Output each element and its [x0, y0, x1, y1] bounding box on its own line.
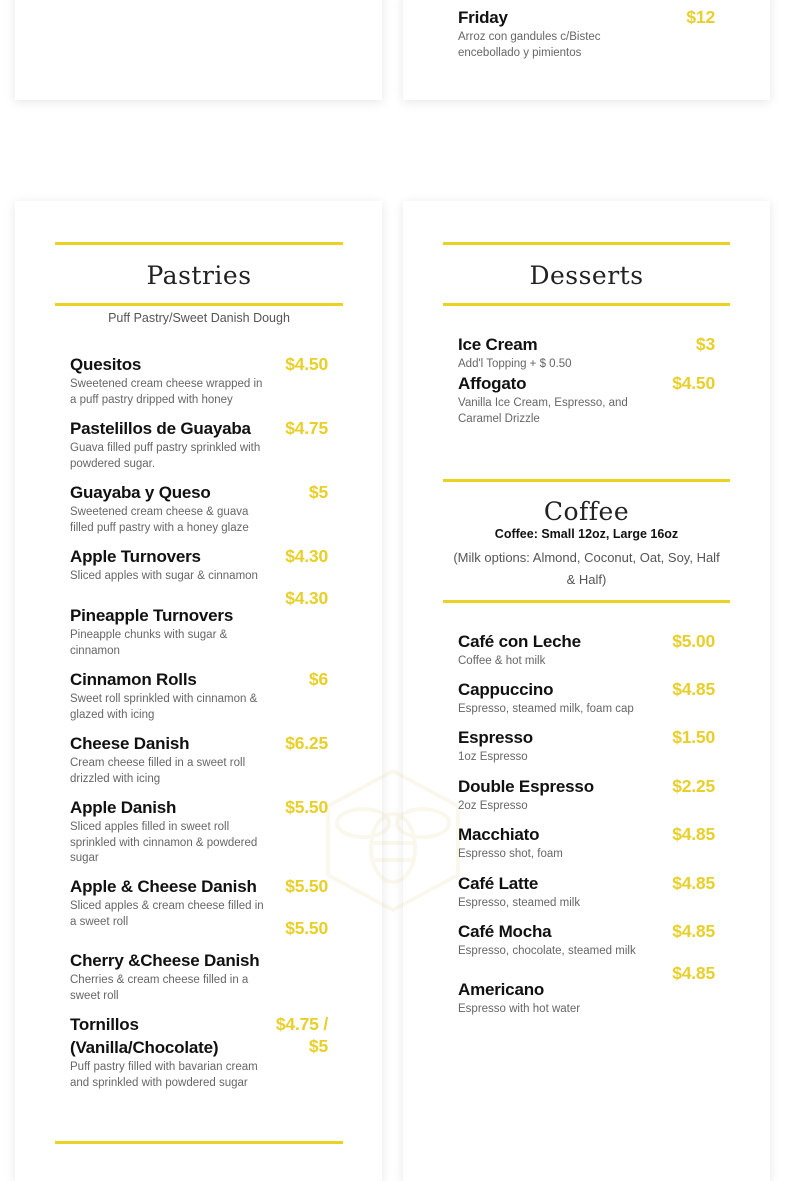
menu-item [70, 545, 265, 585]
item-name: Apple & Cheese Danish [70, 877, 257, 896]
item-description: Guava filled puff pastry sprinkled with powdered sugar. [70, 442, 261, 470]
item-price: $1.50 [672, 727, 715, 747]
item-name: Double Espresso [458, 777, 594, 796]
item-name: Apple Danish [70, 798, 177, 817]
item-price: $4.85 [672, 921, 715, 941]
divider [443, 479, 730, 482]
item-name: Ice Cream [458, 335, 538, 354]
menu-item [458, 872, 658, 912]
item-description: Coffee & hot milk [458, 655, 546, 667]
menu-item [458, 6, 658, 61]
item-name: Pastelillos de Guayaba [70, 419, 251, 438]
divider [443, 303, 730, 306]
section-title-coffee: Coffee [543, 497, 630, 526]
item-name: Tornillos (Vanilla/Chocolate) [70, 1015, 219, 1057]
menu-item [70, 875, 268, 930]
item-price: $4.85 [672, 963, 715, 983]
item-name: Quesitos [70, 355, 142, 374]
item-description: Espresso, steamed milk [458, 897, 581, 909]
menu-item [70, 1013, 265, 1091]
item-description: Espresso with hot water [458, 1003, 581, 1015]
menu-card-top-left [15, 0, 382, 100]
divider [55, 1141, 343, 1144]
item-price: $4.75 / $5 [275, 1014, 328, 1056]
item-price: $4.50 [672, 373, 715, 393]
item-name: Cherry &Cheese Danish [70, 951, 260, 970]
menu-item [70, 668, 265, 723]
item-name: Friday [458, 8, 508, 27]
divider [55, 242, 343, 245]
item-price: $12 [686, 7, 715, 27]
coffee-sizes-note: Coffee: Small 12oz, Large 16oz [494, 527, 679, 541]
item-price: $4.85 [672, 873, 715, 893]
menu-item [70, 353, 265, 408]
bee-hexagon-icon [318, 768, 468, 913]
item-description: Vanilla Ice Cream, Espresso, and Caramel Drizzle [458, 397, 628, 425]
item-name: Guayaba y Queso [70, 483, 211, 502]
section-title-pastries: Pastries [146, 261, 252, 290]
item-price: $5 [308, 482, 328, 502]
section-subtitle: Puff Pastry/Sweet Danish Dough [108, 311, 290, 325]
item-price: $5.50 [285, 918, 328, 938]
item-description: Sweet roll sprinkled with cinnamon & glazed with icing [70, 693, 258, 721]
item-name: Macchiato [458, 825, 540, 844]
item-name: Cinnamon Rolls [70, 670, 197, 689]
item-name: Affogato [458, 374, 527, 393]
item-description: Espresso shot, foam [458, 848, 563, 860]
menu-item [458, 333, 653, 373]
menu-item [458, 630, 658, 670]
menu-item [458, 726, 658, 766]
menu-item [70, 949, 265, 1004]
menu-item [458, 978, 658, 1018]
item-description: Cream cheese filled in a sweet roll drizzled with icing [70, 757, 246, 785]
item-name: Pineapple Turnovers [70, 606, 234, 625]
item-price: $6.25 [285, 733, 328, 753]
item-name: Cheese Danish [70, 734, 190, 753]
item-price: $4.85 [672, 824, 715, 844]
divider [55, 303, 343, 306]
menu-item [70, 732, 265, 787]
item-description: Add'l Topping + $ 0.50 [458, 358, 572, 370]
item-price: $4.30 [285, 588, 328, 608]
item-price: $5.50 [285, 876, 328, 896]
item-name: Espresso [458, 728, 533, 747]
menu-item [458, 775, 658, 815]
menu-item [458, 920, 658, 960]
item-price: $4.75 [285, 418, 328, 438]
item-description: Pineapple chunks with sugar & cinnamon [70, 629, 228, 657]
item-description: Sliced apples with sugar & cinnamon [70, 570, 258, 582]
item-price: $6 [308, 669, 328, 689]
pastries-card [15, 201, 382, 1181]
menu-item [70, 481, 265, 536]
divider [443, 242, 730, 245]
divider [443, 600, 730, 603]
item-name: Americano [458, 980, 545, 999]
item-description: Sliced apples & cream cheese filled in a sweet roll [70, 900, 264, 928]
menu-item [458, 372, 653, 427]
item-price: $2.25 [672, 776, 715, 796]
section-title-desserts: Desserts [529, 261, 644, 290]
item-name: Cappuccino [458, 680, 554, 699]
item-description: Sliced apples filled in sweet roll sprinkled with cinnamon & powdered sugar [70, 821, 258, 864]
menu-item [70, 604, 265, 659]
item-name: Café con Leche [458, 632, 581, 651]
item-price: $4.85 [672, 679, 715, 699]
menu-item [70, 796, 265, 867]
menu-item [458, 678, 658, 718]
item-price: $3 [695, 334, 715, 354]
item-description: Sweetened cream cheese wrapped in a puff pastry dripped with honey [70, 378, 263, 406]
item-description: Espresso, steamed milk, foam cap [458, 703, 634, 715]
item-description: 2oz Espresso [458, 800, 528, 812]
milk-options-note: (Milk options: Almond, Coconut, Oat, Soy, Half & Half) [453, 550, 720, 587]
menu-item [70, 417, 265, 472]
item-description: Cherries & cream cheese filled in a sweet roll [70, 974, 249, 1002]
item-price: $4.30 [285, 546, 328, 566]
item-name: Café Mocha [458, 922, 552, 941]
item-description: 1oz Espresso [458, 751, 528, 763]
item-price: $5.50 [285, 797, 328, 817]
item-description: Sweetened cream cheese & guava filled puff pastry with a honey glaze [70, 506, 249, 534]
item-price: $4.50 [285, 354, 328, 374]
item-name: Café Latte [458, 874, 539, 893]
desserts-coffee-card [403, 201, 770, 1181]
item-name: Apple Turnovers [70, 547, 201, 566]
item-price: $5.00 [672, 631, 715, 651]
item-description: Puff pastry filled with bavarian cream and sprinkled with powdered sugar [70, 1061, 258, 1089]
menu-card-top-right [403, 0, 770, 100]
menu-item [458, 823, 658, 863]
item-description: Espresso, chocolate, steamed milk [458, 945, 636, 957]
item-description: Arroz con gandules c/Bistec encebollado y pimientos [458, 31, 601, 59]
